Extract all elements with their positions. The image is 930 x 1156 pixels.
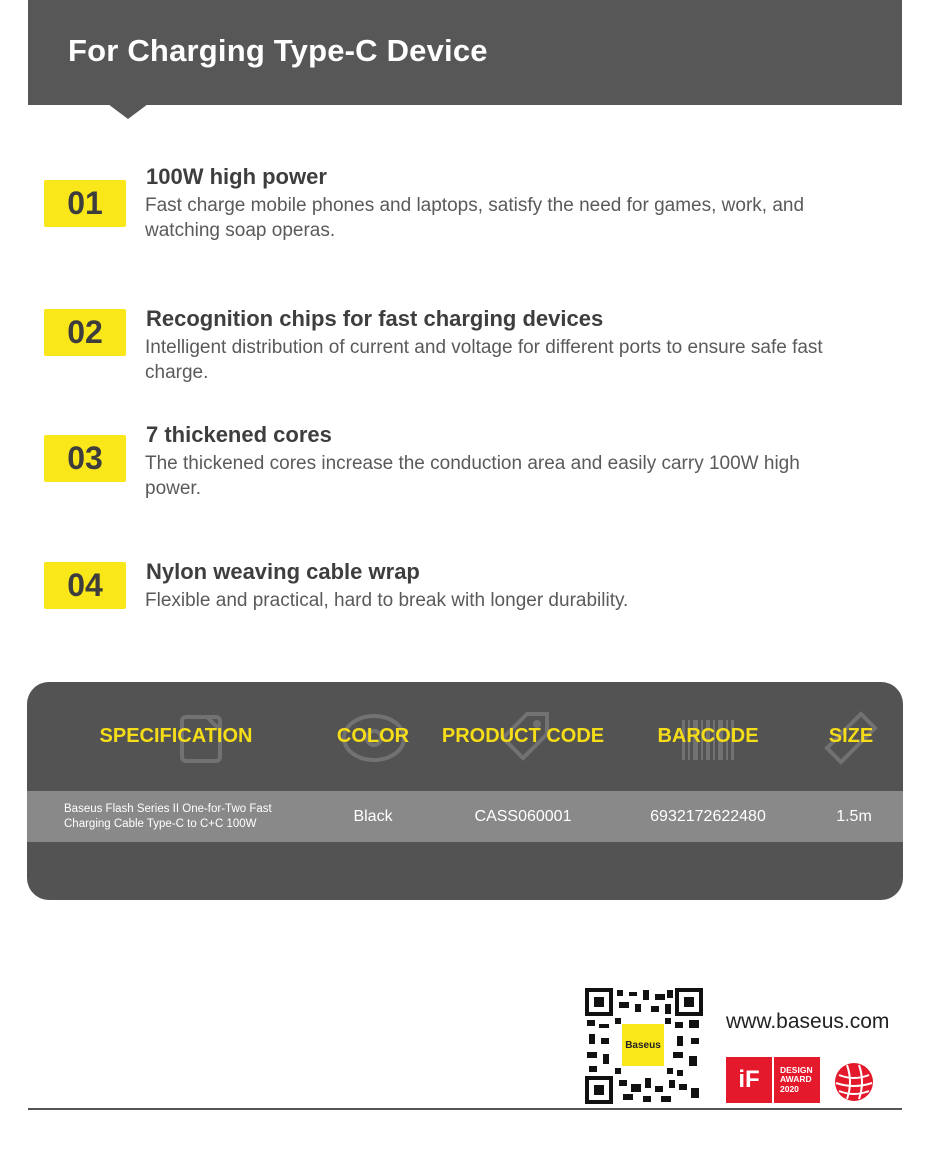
qr-code[interactable]: [585, 988, 703, 1104]
feature-number-badge: 03: [44, 435, 126, 482]
page-title: For Charging Type-C Device: [68, 33, 488, 68]
spec-cell-barcode: 6932172622480: [650, 807, 766, 825]
red-dot-award-icon: [833, 1061, 875, 1103]
feature-description: Flexible and practical, hard to break with longer durability.: [145, 590, 629, 611]
feature-description: Fast charge mobile phones and laptops, satisfy the need for games, work, and watching soap operas.: [145, 195, 805, 241]
spec-cell-size: 1.5m: [836, 807, 872, 825]
feature-description: The thickened cores increase the conduction area and easily carry 100W high power.: [145, 453, 800, 499]
spec-header-size: SIZE: [809, 682, 893, 790]
feature-number-badge: 04: [44, 562, 126, 609]
feature-title: 7 thickened cores: [146, 422, 332, 447]
footer-divider: [28, 1108, 902, 1110]
if-logo: iF: [726, 1057, 772, 1103]
spec-header-specification: SPECIFICATION: [55, 682, 297, 790]
feature-title: Nylon weaving cable wrap: [146, 559, 420, 584]
header-banner: [28, 0, 902, 105]
spec-header-product-code: PRODUCT CODE: [429, 682, 617, 790]
spec-table-row: [27, 791, 903, 842]
spec-cell-product-code: CASS060001: [474, 807, 572, 825]
if-design-award-badge: [726, 1057, 820, 1103]
spec-table: [27, 682, 903, 900]
spec-cell-color: Black: [353, 807, 393, 825]
baseus-logo: Baseus: [622, 1024, 664, 1066]
spec-cell-specification: Baseus Flash Series II One-for-Two Fast Charging Cable Type-C to C+C 100W: [64, 802, 272, 830]
feature-title: Recognition chips for fast charging devices: [146, 306, 604, 331]
spec-header-barcode: BARCODE: [617, 682, 799, 790]
feature-title: 100W high power: [146, 164, 327, 189]
header-pointer: [108, 104, 148, 119]
feature-number-badge: 02: [44, 309, 126, 356]
feature-description: Intelligent distribution of current and voltage for different ports to ensure safe fast charge.: [145, 337, 823, 383]
if-award-text: DESIGN AWARD 2020: [774, 1057, 820, 1103]
website-link[interactable]: www.baseus.com: [726, 1010, 890, 1033]
spec-header-color: COLOR: [317, 682, 429, 790]
feature-number-badge: 01: [44, 180, 126, 227]
